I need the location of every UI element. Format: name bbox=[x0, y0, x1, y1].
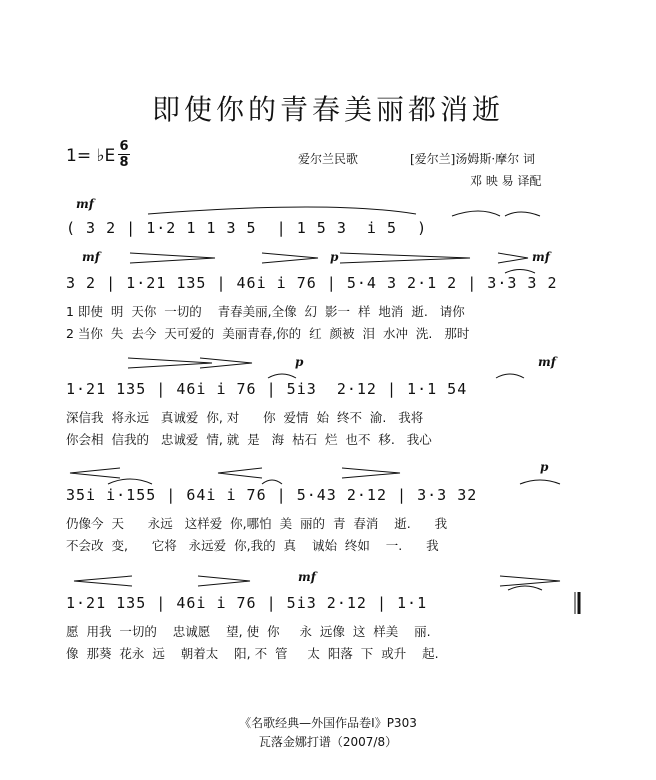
dynamic-p-system-2: p bbox=[295, 355, 304, 369]
time-numerator: 6 bbox=[119, 139, 129, 154]
slur-system-1 bbox=[505, 270, 535, 274]
intro-slur bbox=[148, 207, 416, 214]
intro-slur-3 bbox=[505, 212, 540, 216]
hairpin-system-2a bbox=[128, 358, 212, 368]
lyric-verse2-row-2: 你会相 信我的 忠诚爱 情, 就 是 海 枯石 烂 也不 移. 我心 bbox=[66, 432, 432, 447]
hairpin-system-3a bbox=[70, 468, 120, 478]
folk-song-credit: 爱尔兰民歌 bbox=[298, 152, 359, 166]
dynamic-p-system-1: p bbox=[330, 250, 339, 264]
notation-row-3: 35i i·155 | 64i i 76 | 5·43 2·12 | 3·3 32 bbox=[66, 486, 478, 504]
dynamic-mf-system-1b: mf bbox=[532, 250, 550, 264]
slur-system-2a bbox=[268, 374, 296, 378]
hairpin-decresc-1 bbox=[130, 253, 215, 263]
slur-system-3b bbox=[262, 480, 282, 484]
lyric-verse2-row-3: 不会改 变, 它将 永远爱 你,我的 真 诚始 终如 一. 我 bbox=[66, 538, 439, 553]
slur-system-2b bbox=[496, 374, 524, 378]
dynamic-mf-system-2: mf bbox=[538, 355, 556, 369]
dynamic-p-system-3: p bbox=[540, 460, 549, 474]
lyric-verse1-row-3: 仍像今 天 永远 这样爱 你,哪怕 美 丽的 青 春消 逝. 我 bbox=[66, 516, 448, 531]
hairpin-decresc-2 bbox=[340, 253, 470, 263]
lyric-verse1-row-4: 愿 用我 一切的 忠诚愿 望, 使 你 永 远像 这 样美 丽. bbox=[66, 624, 431, 639]
notation-row-2: 1·21 135 | 46i i 76 | 5i3 2·12 | 1·1 54 bbox=[66, 380, 468, 398]
notation-row-4: 1·21 135 | 46i i 76 | 5i3 2·12 | 1·1 bbox=[66, 594, 428, 612]
key-signature: 1= ♭E bbox=[66, 146, 116, 166]
slur-system-3c bbox=[520, 480, 560, 484]
translator-credit: 邓 映 易 译配 bbox=[470, 174, 542, 188]
lyric-verse1-row-2: 深信我 将永远 真诚爱 你, 对 你 爱情 始 终不 渝. 我将 bbox=[66, 410, 424, 425]
lyric-verse1-row-1: 1 即使 明 天你 一切的 青春美丽,全像 幻 影一 样 地消 逝. 请你 bbox=[66, 304, 465, 319]
lyric-verse2-row-1: 2 当你 失 去今 天可爱的 美丽青春,你的 红 颜被 泪 水冲 洗. 那时 bbox=[66, 326, 470, 341]
hairpin-system-4c bbox=[500, 576, 560, 586]
slur-system-4 bbox=[508, 586, 542, 590]
footer-source: 《名歌经典—外国作品卷Ⅰ》P303 bbox=[239, 716, 417, 730]
hairpin-system-4b bbox=[198, 576, 250, 586]
dynamic-mf-system-1: mf bbox=[82, 250, 100, 264]
intro-slur-2 bbox=[452, 211, 500, 216]
hairpin-cresc-1 bbox=[262, 253, 318, 263]
song-title: 即使你的青春美丽都消逝 bbox=[151, 93, 504, 126]
dynamic-mf-intro: mf bbox=[76, 197, 94, 211]
hairpin-accent-1 bbox=[498, 253, 528, 263]
hairpin-system-4a bbox=[74, 576, 132, 586]
hairpin-system-3b bbox=[218, 468, 262, 478]
dynamic-mf-system-4: mf bbox=[298, 570, 316, 584]
time-denominator: 8 bbox=[119, 155, 129, 170]
slur-system-3a bbox=[108, 479, 152, 484]
footer-typist: 瓦落金娜打谱（2007/8） bbox=[258, 735, 398, 749]
lyricist-credit: [爱尔兰]汤姆斯·摩尔 词 bbox=[410, 152, 535, 166]
notation-row-1: 3 2 | 1·21 135 | 46i i 76 | 5·4 3 2·1 2 | 3·3 3 2 bbox=[66, 274, 558, 292]
lyric-verse2-row-4: 像 那葵 花永 远 朝着太 阳, 不 管 太 阳落 下 或升 起. bbox=[66, 646, 439, 661]
hairpin-system-3c bbox=[342, 468, 400, 478]
intro-line: ( 3 2 | 1·2 1 1 3 5 | 1 5 3 i 5 ) bbox=[66, 219, 428, 237]
